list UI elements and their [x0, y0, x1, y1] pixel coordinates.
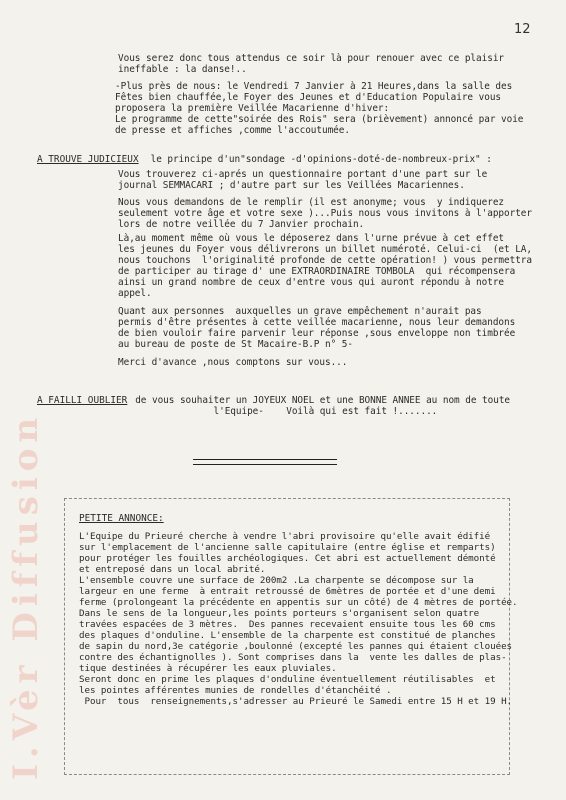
- veillee-announcement: -Plus près de nous: le Vendredi 7 Janvier à 21 Heures,dans la salle des Fêtes bien chauffée,le Foyer des Jeunes et d'Education Populaire vous proposera la première Veillée Macarienne d'hiver: Le programme de cette"soirée des Rois" sera (brièvement) annoncé par voie de presse et affiches ,comme l'accoutumée.: [115, 81, 524, 136]
- voeux-paragraph: de vous souhaiter un JOYEUX NOEL et une BONNE ANNEE au nom de toute l'Equipe- Voilà qui est fait !.......: [135, 395, 511, 417]
- urne-paragraph: Là,au moment même où vous le déposerez dans l'urne prévue à cet effet les jeunes du Foyer vous délivrerons un billet numéroté. Celui-ci (et LA, nous touchons l'originalité profonde de cette opération! ) vous permettra de participer au tirage d' une EXTRAORDINAIRE TOMBOLA qui récompensera ainsi un grand nombre de ceux d'entre vous qui auront répondu à notre appel.: [118, 233, 532, 299]
- separator-line-1: [193, 459, 337, 460]
- merci-line: Merci d'avance ,nous comptons sur vous...: [118, 357, 348, 368]
- petite-annonce-body: L'Equipe du Prieuré cherche à vendre l'abri provisoire qu'elle avait édifié sur l'emplacement de l'ancienne salle capitulaire (entre église et remparts) pour protéger les fouilles archéologiques. Cet abri est actuellement démonté et entreposé dans un local abrité. L'ensemble couvre une surface de 200m2 .La charpente se décompose sur la largeur en une ferme à entrait retroussé de 6mètres de portée et d'une demi ferme (prolongeant la précédente en appentis sur un côté) de 4 mètres de portée. Dans le sens de la longueur,les points porteurs s'organisent selon quatre travées espacées de 3 mètres. Des pannes recevaient ensuite tous les 60 cms des plaques d'onduline. L'ensemble de la charpente est constitué de planches de sapin du nord,3e catégorie ,boulonné (excepté les pannes qui étaient clouées contre des échantignolles ). Sont comprises dans la vente les dalles de plas- tique destinées à récupérer les eaux pluviales. Seront donc en prime les plaques d'onduline éventuellement réutilisables et les pointes afférentes munies de rondelles d'étanchéité . Pour tous renseignements,s'adresser au Prieuré le Samedi entre 15 H et 19 H.: [79, 531, 518, 707]
- page-number: 12: [514, 22, 531, 37]
- heading-oublier: A FAILLI OUBLIER: [37, 395, 128, 406]
- remplir-paragraph: Nous vous demandons de le remplir (il est anonyme; vous y indiquerez seulement votre âge et votre sexe )...Puis nous vous invitons à l'apporter lors de notre veillée du 7 Janvier prochain.: [118, 197, 532, 230]
- questionnaire-paragraph: Vous trouverez ci-aprés un questionnaire portant d'une part sur le journal SEMMACARI ; d'autre part sur les Veillées Macariennes.: [118, 169, 488, 191]
- petite-annonce-title: PETITE ANNONCE:: [79, 513, 164, 524]
- separator-line-2: [193, 464, 337, 465]
- heading-judicieux: A TROUVE JUDICIEUX: [37, 154, 139, 165]
- sondage-intro: le principe d'un"sondage -d'opinions-doté-de-nombreux-prix" :: [145, 154, 492, 165]
- empechement-paragraph: Quant aux personnes auxquelles un grave empêchement n'aurait pas permis d'être présentes à cette veillée macarienne, nous leur demandons de bien vouloir faire parvenir leur réponse ,sous enveloppe non timbrée au bureau de poste de St Macaire-B.P n° 5-: [118, 306, 516, 350]
- archive-watermark: I.Vèr Diffusion: [6, 411, 46, 780]
- intro-paragraph: Vous serez donc tous attendus ce soir là pour renouer avec ce plaisir ineffable : la danse!..: [118, 53, 505, 75]
